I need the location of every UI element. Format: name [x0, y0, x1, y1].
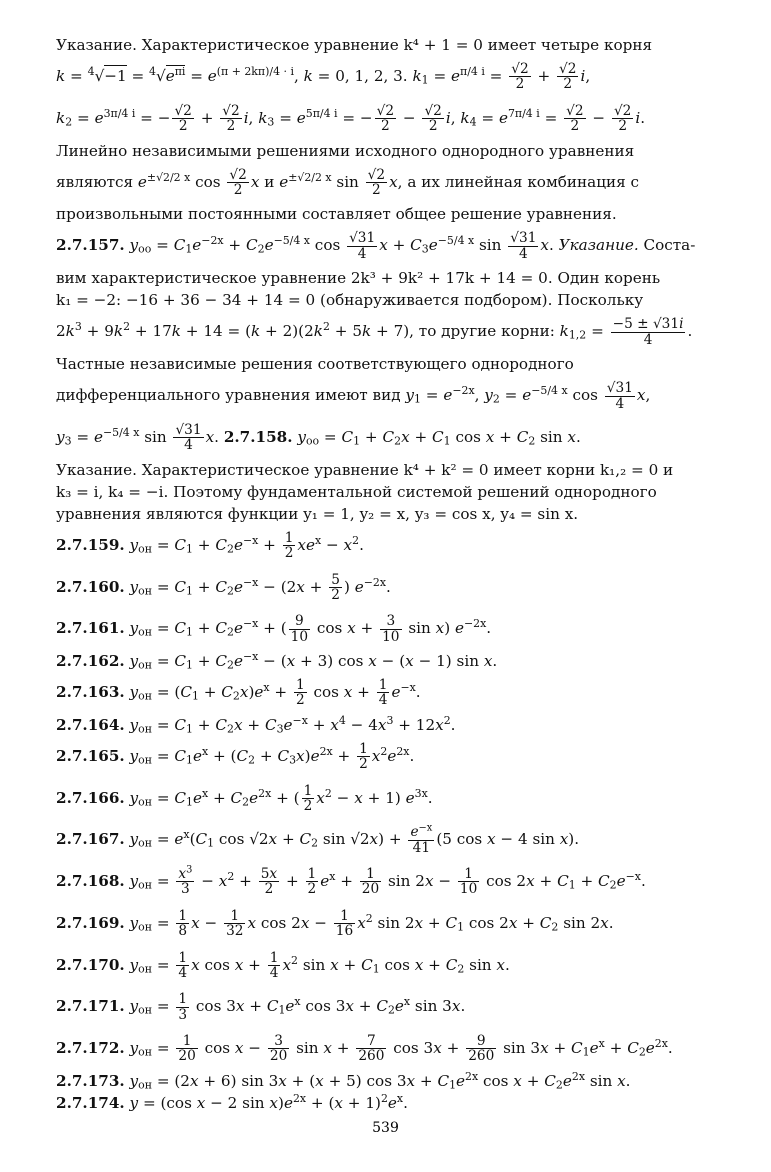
text-line: 2.7.160. $y_{он} = C_1 + C_2e^{-x} - (2x$ + $\frac{5}{2}$ ) $e^{-2x}$.	[56, 571, 391, 603]
text-line: 2.7.171. $y_{он}$ = $\frac{1}{3}$ $\cos 3x + C_1e^x$ $\cos 3x + C_2e^x$ sin 3x.	[56, 991, 466, 1023]
text-line: 2.7.157. $y_{оо} = C_1e^{-2x} + C_2e^{-5/4 x}$ cos $\frac{√31}{4}$ $x + C_3e^{-5/4 x}$ sin $\frac{√31}{4}$ x. Указание. Соста-	[56, 230, 696, 262]
text-line: Линейно независимыми решениями исходного однородного уравнения	[56, 141, 635, 160]
text-line: вим характеристическое уравнение 2k³ + 9k² + 17k + 14 = 0. Один корень	[56, 269, 661, 288]
text-line: k₁ = −2: −16 + 36 − 34 + 14 = 0 (обнаруживается подбором). Поскольку	[56, 291, 644, 310]
text-line: уравнения являются функции y₁ = 1, y₂ = x, y₃ = cos x, y₄ = sin x.	[56, 504, 579, 523]
text-line: 2.7.163. $y_{он} = (C_1 + C_2x)e^x$ + $\frac{1}{2}$ cos x + $\frac{1}{4}$ $e^{-x}$.	[56, 677, 421, 709]
text-line: Частные независимые решения соответствующего однородного	[56, 355, 574, 374]
text-line: 2.7.166. $y_{он} = C_1e^x + C_2e^{2x}$ + ( $\frac{1}{2}$ $x^2 - x + 1$) $e^{3x}$.	[56, 782, 433, 815]
text-line: $y_3 = e^{-5/4 x}$ sin $\frac{√31}{4}$ x. 2.7.158. $y_{оо} = C_1 + C_2x + C_1$ $\cos x + C_2$ sin x.	[56, 421, 581, 454]
text-line: дифференциального уравнения имеют вид $y_1 = e^{-2x}$, $y_2 = e^{-5/4 x}$ cos $\frac{√31}{4}$ x,	[56, 380, 651, 412]
text-line: 2.7.174. y = (cos x − 2 $\sin x)e^{2x} + (x + 1)^2e^x$.	[56, 1091, 408, 1112]
text-line: $k_2 = e^{3\pi/4 i}$ = − $\frac{√2}{2}$ + $\frac{√2}{2}$ i, $k_3 = e^{5\pi/4 i}$ = − $\frac{√2}{2}$ − $\frac{√2}{2}$ i, $k_4 = e^{7\pi/4 i}$ = $\frac{√2}{2}$ − $\frac{√2}{2}$ i.	[56, 102, 646, 135]
text-line: 2.7.170. $y_{он}$ = $\frac{1}{4}$ x cos x + $\frac{1}{4}$ $x^2$ $\sin x + C_1$ $\cos x + C_2$ sin x.	[56, 949, 510, 981]
text-line: 2.7.169. $y_{он}$ = $\frac{1}{8}$ x − $\frac{1}{32}$ x cos 2x − $\frac{1}{16}$ $x^2$ $\sin 2x + C_1$ $\cos 2x + C_2$ sin 2x.	[56, 907, 614, 940]
text-line: 2.7.168. $y_{он}$ = $\frac{x^3}{3}$ − $x^2$ + $\frac{5x}{2}$ + $\frac{1}{2}$ $e^x$ + $\frac{1}{20}$ sin 2x − $\frac{1}{10}$ $\cos 2x + C_1 + C_2e^{-x}$.	[56, 864, 646, 898]
text-line: k₃ = i, k₄ = −i. Поэтому фундаментальной системой решений однородного	[56, 482, 657, 501]
answers-text-block	[56, 34, 721, 1114]
text-line: произвольными постоянными составляет общее решение уравнения.	[56, 205, 617, 224]
text-line: 2.7.162. $y_{он} = C_1 + C_2e^{-x} - (x + 3)$ cos x − (x − 1) sin x.	[56, 650, 498, 672]
text-line: $k = ^4√-1 = ^4√e^{\pi i} = e^{(\pi + 2k\pi)/4 \cdot i}$, k = 0, 1, 2, 3. $k_1 = e^{\pi/4 i}$ = $\frac{√2}{2}$ + $\frac{√2}{2}$ i,	[56, 61, 591, 93]
text-line: 2.7.173. $y_{он} = (2x + 6)$ sin 3x + (x + 5) $\cos 3x + C_1e^{2x}$ $\cos x + C_2e^{2x}$ sin x.	[56, 1069, 631, 1092]
page-number: 539	[372, 1120, 399, 1136]
text-line: 2.7.167. $y_{он} = e^x(C_1$ $\cos √2x + C_2$ sin √2x) + $\frac{e^{-x}}{41}$ (5 cos x − 4 sin x).	[56, 822, 580, 856]
text-line: 2.7.161. $y_{он} = C_1 + C_2e^{-x}$ + ( $\frac{9}{10}$ cos x + $\frac{3}{10}$ sin x) $e^{-2x}$.	[56, 613, 492, 645]
text-line: Указание. Характеристическое уравнение k⁴ + 1 = 0 имеет четыре корня	[56, 36, 653, 54]
text-line: 2.7.165. $y_{он} = C_1e^x + (C_2 + C_3x)e^{2x}$ + $\frac{1}{2}$ $x^2e^{2x}$.	[56, 740, 415, 773]
text-line: являются $e^{\pm√2/2 x}$ cos $\frac{√2}{2}$ x и $e^{\pm√2/2 x}$ sin $\frac{√2}{2}$ x, а их линейная комбинация с	[56, 166, 640, 198]
text-line: Указание. Характеристическое уравнение k⁴ + k² = 0 имеет корни k₁,₂ = 0 и	[56, 460, 674, 479]
text-line: 2.7.172. $y_{он}$ = $\frac{1}{20}$ cos x − $\frac{3}{20}$ sin x + $\frac{7}{260}$ cos 3x + $\frac{9}{260}$ $\sin 3x + C_1e^x + C_2e^{2x}$.	[56, 1032, 673, 1065]
text-line: 2.7.159. $y_{он} = C_1 + C_2e^{-x}$ + $\frac{1}{2}$ $xe^x - x^2$.	[56, 529, 364, 562]
text-line: 2.7.164. $y_{он} = C_1 + C_2x + C_3e^{-x} + x^4 - 4x^3 + 12x^2$.	[56, 713, 456, 736]
text-line: $2k^3 + 9k^2 + 17k + 14 = (k + 2)(2k^2 + 5k + 7)$, то другие корни: $k_{1,2}$ = $\frac{-5 \pm √31i}{4}$ .	[56, 316, 693, 348]
